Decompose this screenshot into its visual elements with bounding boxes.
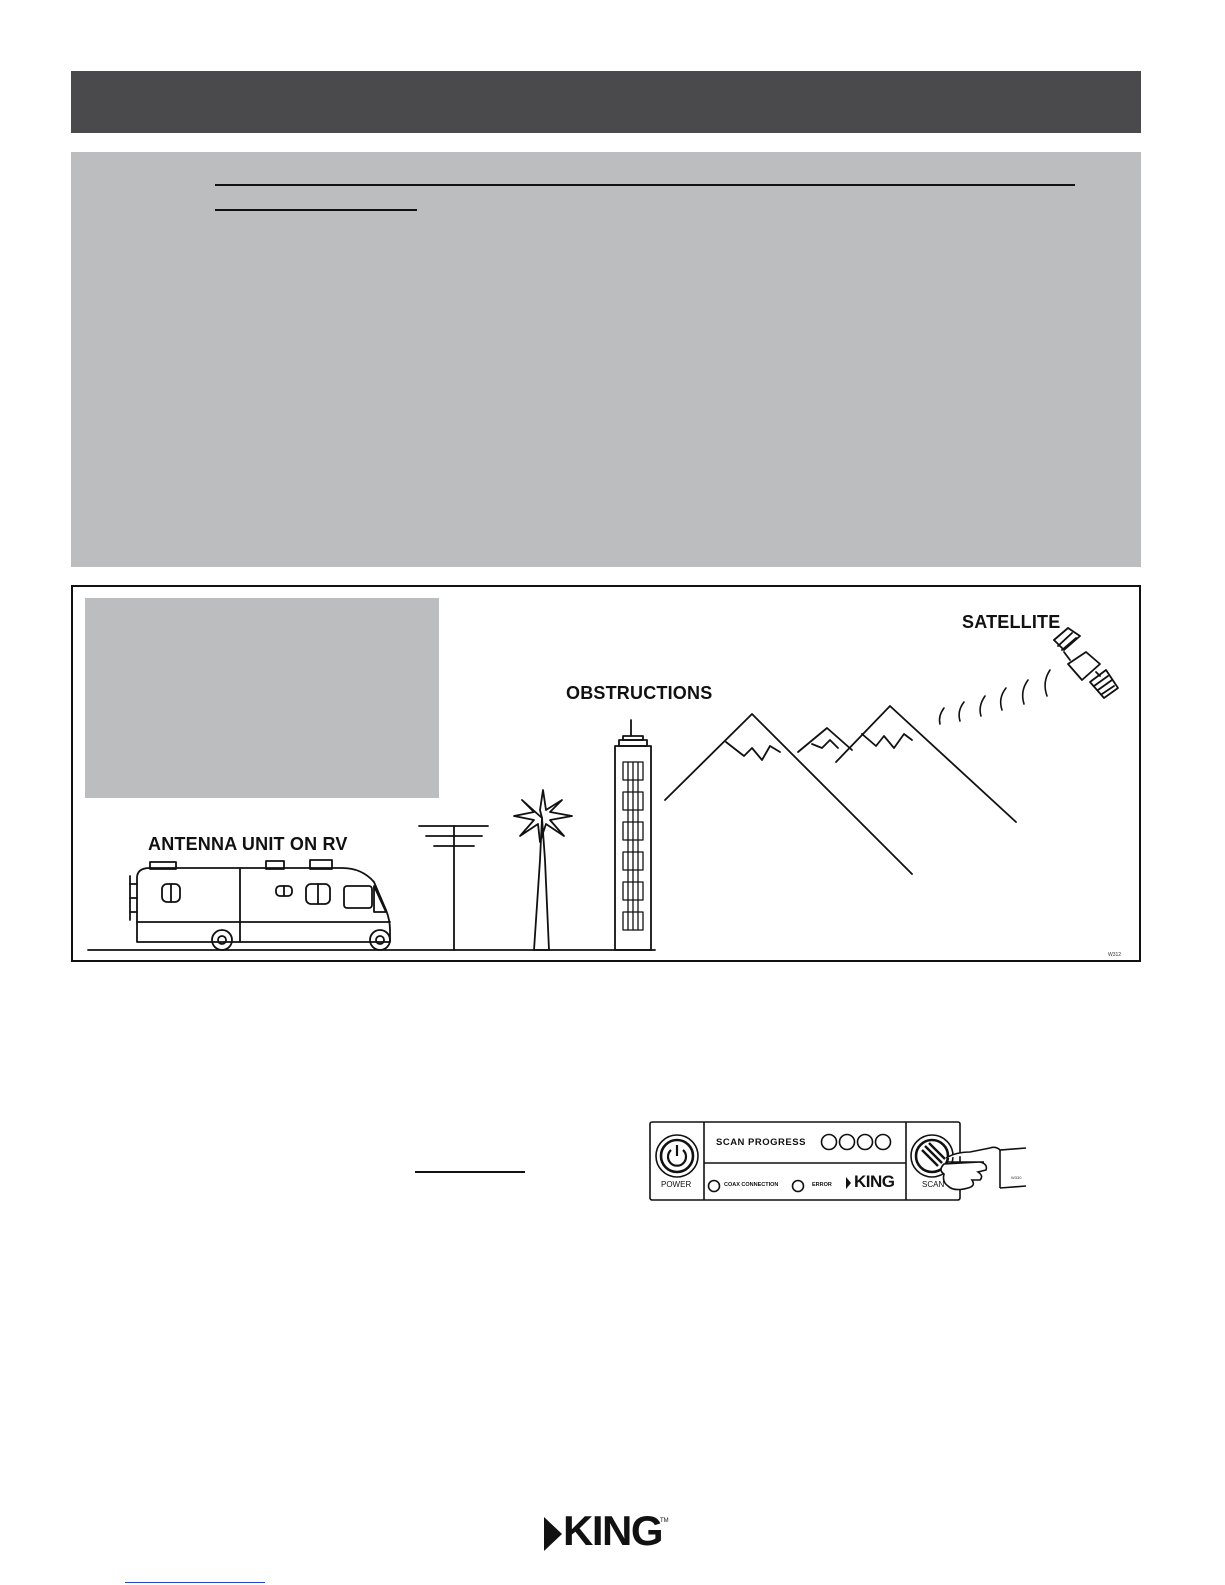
label-obstructions: OBSTRUCTIONS — [566, 683, 713, 703]
footer-link-underline — [125, 1582, 265, 1583]
panel-brand-logo: KING — [854, 1172, 895, 1191]
panel-art-code: W330 — [1011, 1175, 1022, 1180]
footer-brand-logo: KING — [563, 1507, 662, 1554]
scan-progress-label: SCAN PROGRESS — [716, 1137, 806, 1148]
satellite-icon — [1054, 628, 1118, 698]
art-code: W312 — [1108, 952, 1122, 958]
palm-tree-icon — [514, 790, 572, 950]
power-label: POWER — [661, 1180, 692, 1189]
trademark-mark: TM — [660, 1518, 669, 1524]
label-antenna-unit: ANTENNA UNIT ON RV — [148, 834, 348, 854]
mountains-icon — [665, 706, 1016, 874]
utility-pole-icon — [419, 826, 488, 950]
error-label: ERROR — [812, 1182, 832, 1188]
scan-label: SCAN — [922, 1180, 945, 1189]
control-panel-diagram — [648, 1118, 1028, 1204]
signal-arcs-icon — [940, 670, 1051, 724]
underline-rule — [415, 1171, 525, 1173]
coax-connection-label: COAX CONNECTION — [724, 1182, 779, 1188]
label-satellite: SATELLITE — [962, 612, 1061, 632]
building-icon — [615, 720, 651, 950]
rv-icon — [130, 860, 390, 950]
